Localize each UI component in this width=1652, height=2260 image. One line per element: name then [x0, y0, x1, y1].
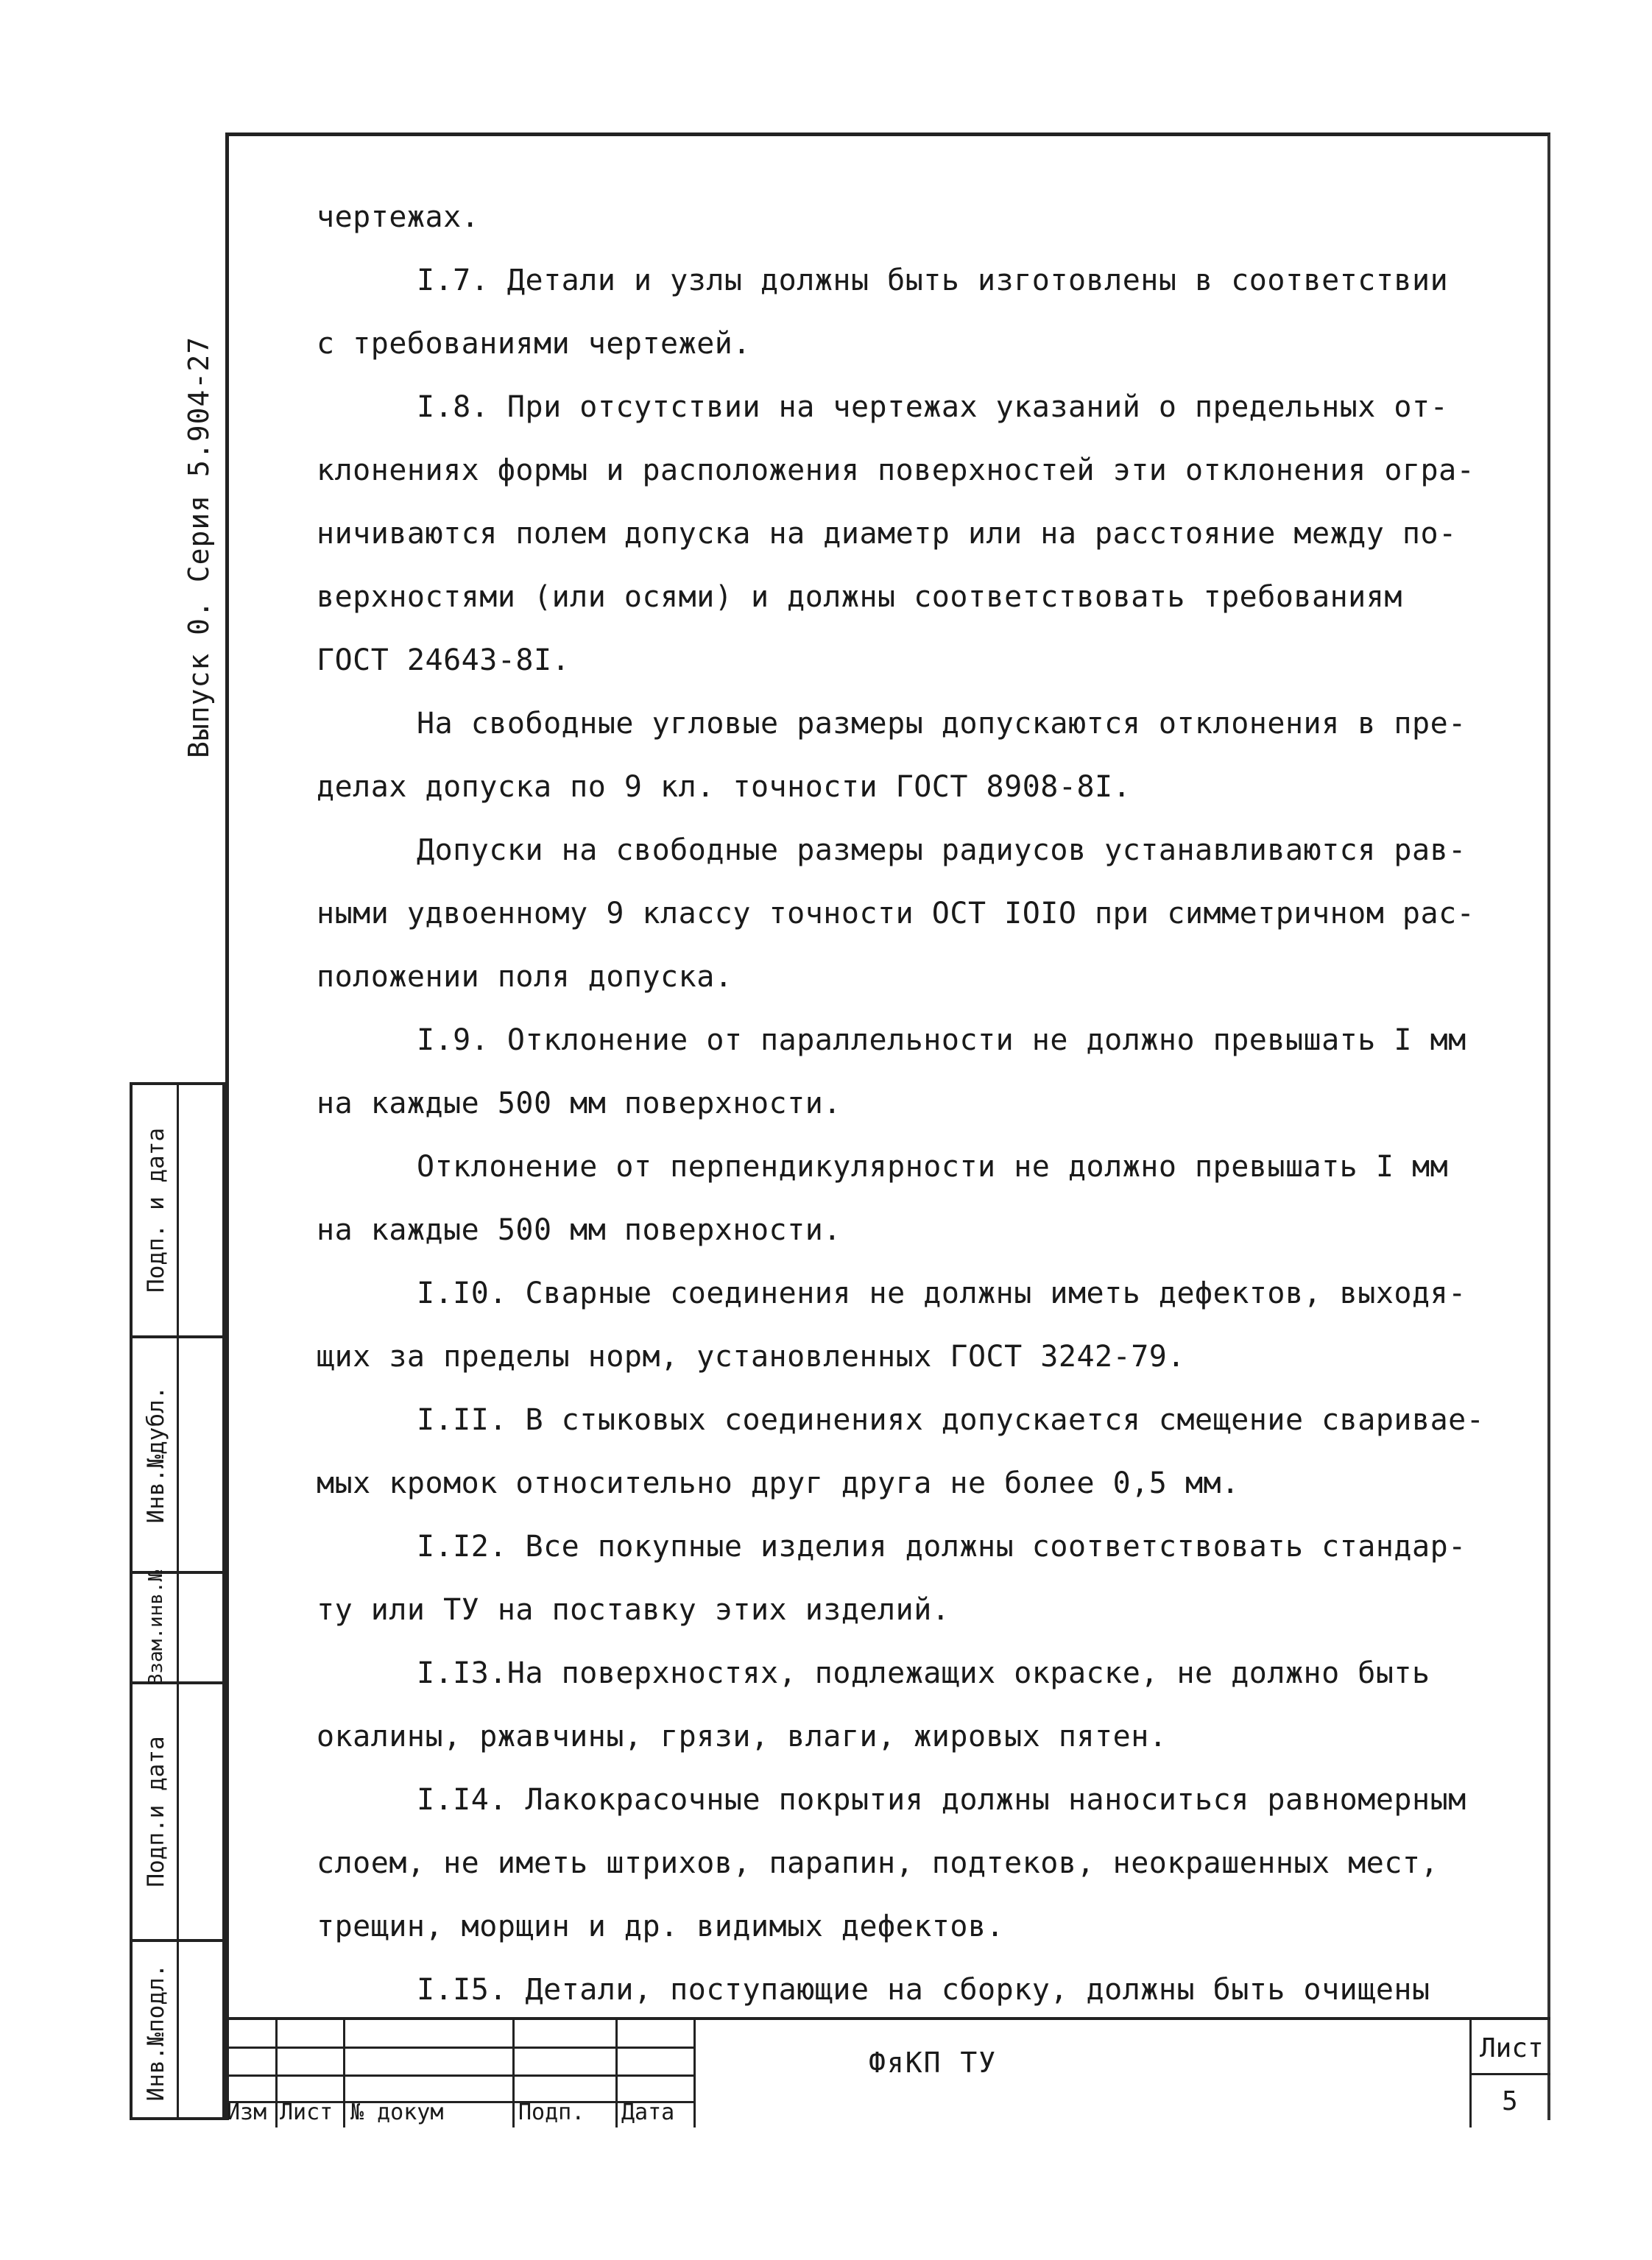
text-line: окалины, ржавчины, грязи, влаги, жировых пятен.: [317, 1720, 1168, 1754]
column-doc-number: № докум: [350, 2100, 444, 2125]
sheet-label: Лист: [1480, 2033, 1544, 2063]
text-line: I.I0. Сварные соединения не должны иметь дефектов, выходя-: [417, 1276, 1466, 1310]
document-body: [317, 186, 1524, 2021]
title-block-divider: [275, 2020, 278, 2127]
sheet-number: 5: [1502, 2086, 1518, 2116]
text-line: ту или ТУ на поставку этих изделий.: [317, 1593, 950, 1627]
column-change: Изм: [227, 2100, 267, 2125]
title-block-divider: [693, 2020, 696, 2127]
text-line: I.I4. Лакокрасочные покрытия должны наноситься равномерным: [417, 1783, 1466, 1817]
text-line: I.I5. Детали, поступающие на сборку, должны быть очищены: [417, 1973, 1430, 2007]
series-label: Выпуск 0. Серия 5.904-27: [183, 336, 215, 758]
stamp-cell-sign-date-2: Подп.и дата: [143, 1736, 169, 1888]
text-line: на каждые 500 мм поверхности.: [317, 1213, 841, 1247]
stamp-cell-dup-inv: Инв.№дубл.: [143, 1385, 169, 1524]
text-line: I.8. При отсутствии на чертежах указаний о предельных от-: [417, 390, 1449, 424]
text-line: I.II. В стыковых соединениях допускается смещение сваривае-: [417, 1403, 1485, 1437]
title-block-divider: [225, 2074, 693, 2077]
text-line: I.I2. Все покупные изделия должны соответствовать стандар-: [417, 1530, 1466, 1564]
title-block-divider: [225, 2047, 693, 2049]
stamp-divider: [177, 1085, 179, 2117]
stamp-cell-sign-date: Подп. и дата: [143, 1128, 169, 1293]
text-line: на каждые 500 мм поверхности.: [317, 1087, 841, 1120]
text-line: с требованиями чертежей.: [317, 327, 751, 361]
column-sheet: Лист: [280, 2100, 333, 2125]
text-line: Допуски на свободные размеры радиусов устанавливаются рав-: [417, 833, 1466, 867]
text-line: положении поля допуска.: [317, 960, 733, 994]
title-block-divider: [512, 2020, 515, 2127]
text-line: щих за пределы норм, установленных ГОСТ 3242-79.: [317, 1340, 1185, 1374]
title-block-divider: [615, 2020, 618, 2127]
title-block-divider: [343, 2020, 345, 2127]
column-date: Дата: [621, 2100, 675, 2125]
text-line: ГОСТ 24643-8I.: [317, 643, 571, 677]
text-line: Отклонение от перпендикулярности не должно превышать I мм: [417, 1150, 1449, 1184]
text-line: ными удвоенному 9 классу точности ОСТ IOIO при симметричном рас-: [317, 897, 1475, 931]
text-line: чертежах.: [317, 200, 480, 234]
text-line: I.9. Отклонение от параллельности не должно превышать I мм: [417, 1023, 1466, 1057]
text-line: I.7. Детали и узлы должны быть изготовлены в соответствии: [417, 264, 1449, 297]
text-line: мых кромок относительно друг друга не более 0,5 мм.: [317, 1466, 1240, 1500]
text-line: верхностями (или осями) и должны соответствовать требованиям: [317, 580, 1402, 614]
text-line: слоем, не иметь штрихов, парапин, подтеков, неокрашенных мест,: [317, 1846, 1439, 1880]
text-line: клонениях формы и расположения поверхностей эти отклонения огра-: [317, 453, 1475, 487]
text-line: ничиваются полем допуска на диаметр или на расстояние между по-: [317, 517, 1457, 551]
stamp-table: [130, 1082, 225, 2120]
text-line: делах допуска по 9 кл. точности ГОСТ 8908-8I.: [317, 770, 1132, 804]
text-line: На свободные угловые размеры допускаются отклонения в пре-: [417, 707, 1466, 741]
stamp-cell-repl-inv: Взам.инв.№: [145, 1569, 167, 1686]
text-line: трещин, морщин и др. видимых дефектов.: [317, 1910, 1005, 1943]
text-line: I.I3.На поверхностях, подлежащих окраске, не должно быть: [417, 1656, 1430, 1690]
column-signature: Подп.: [518, 2100, 585, 2125]
document-designation: ФяКП ТУ: [869, 2047, 998, 2079]
stamp-cell-orig-inv: Инв.№подл.: [143, 1963, 169, 2102]
title-block-divider: [1469, 2073, 1550, 2075]
